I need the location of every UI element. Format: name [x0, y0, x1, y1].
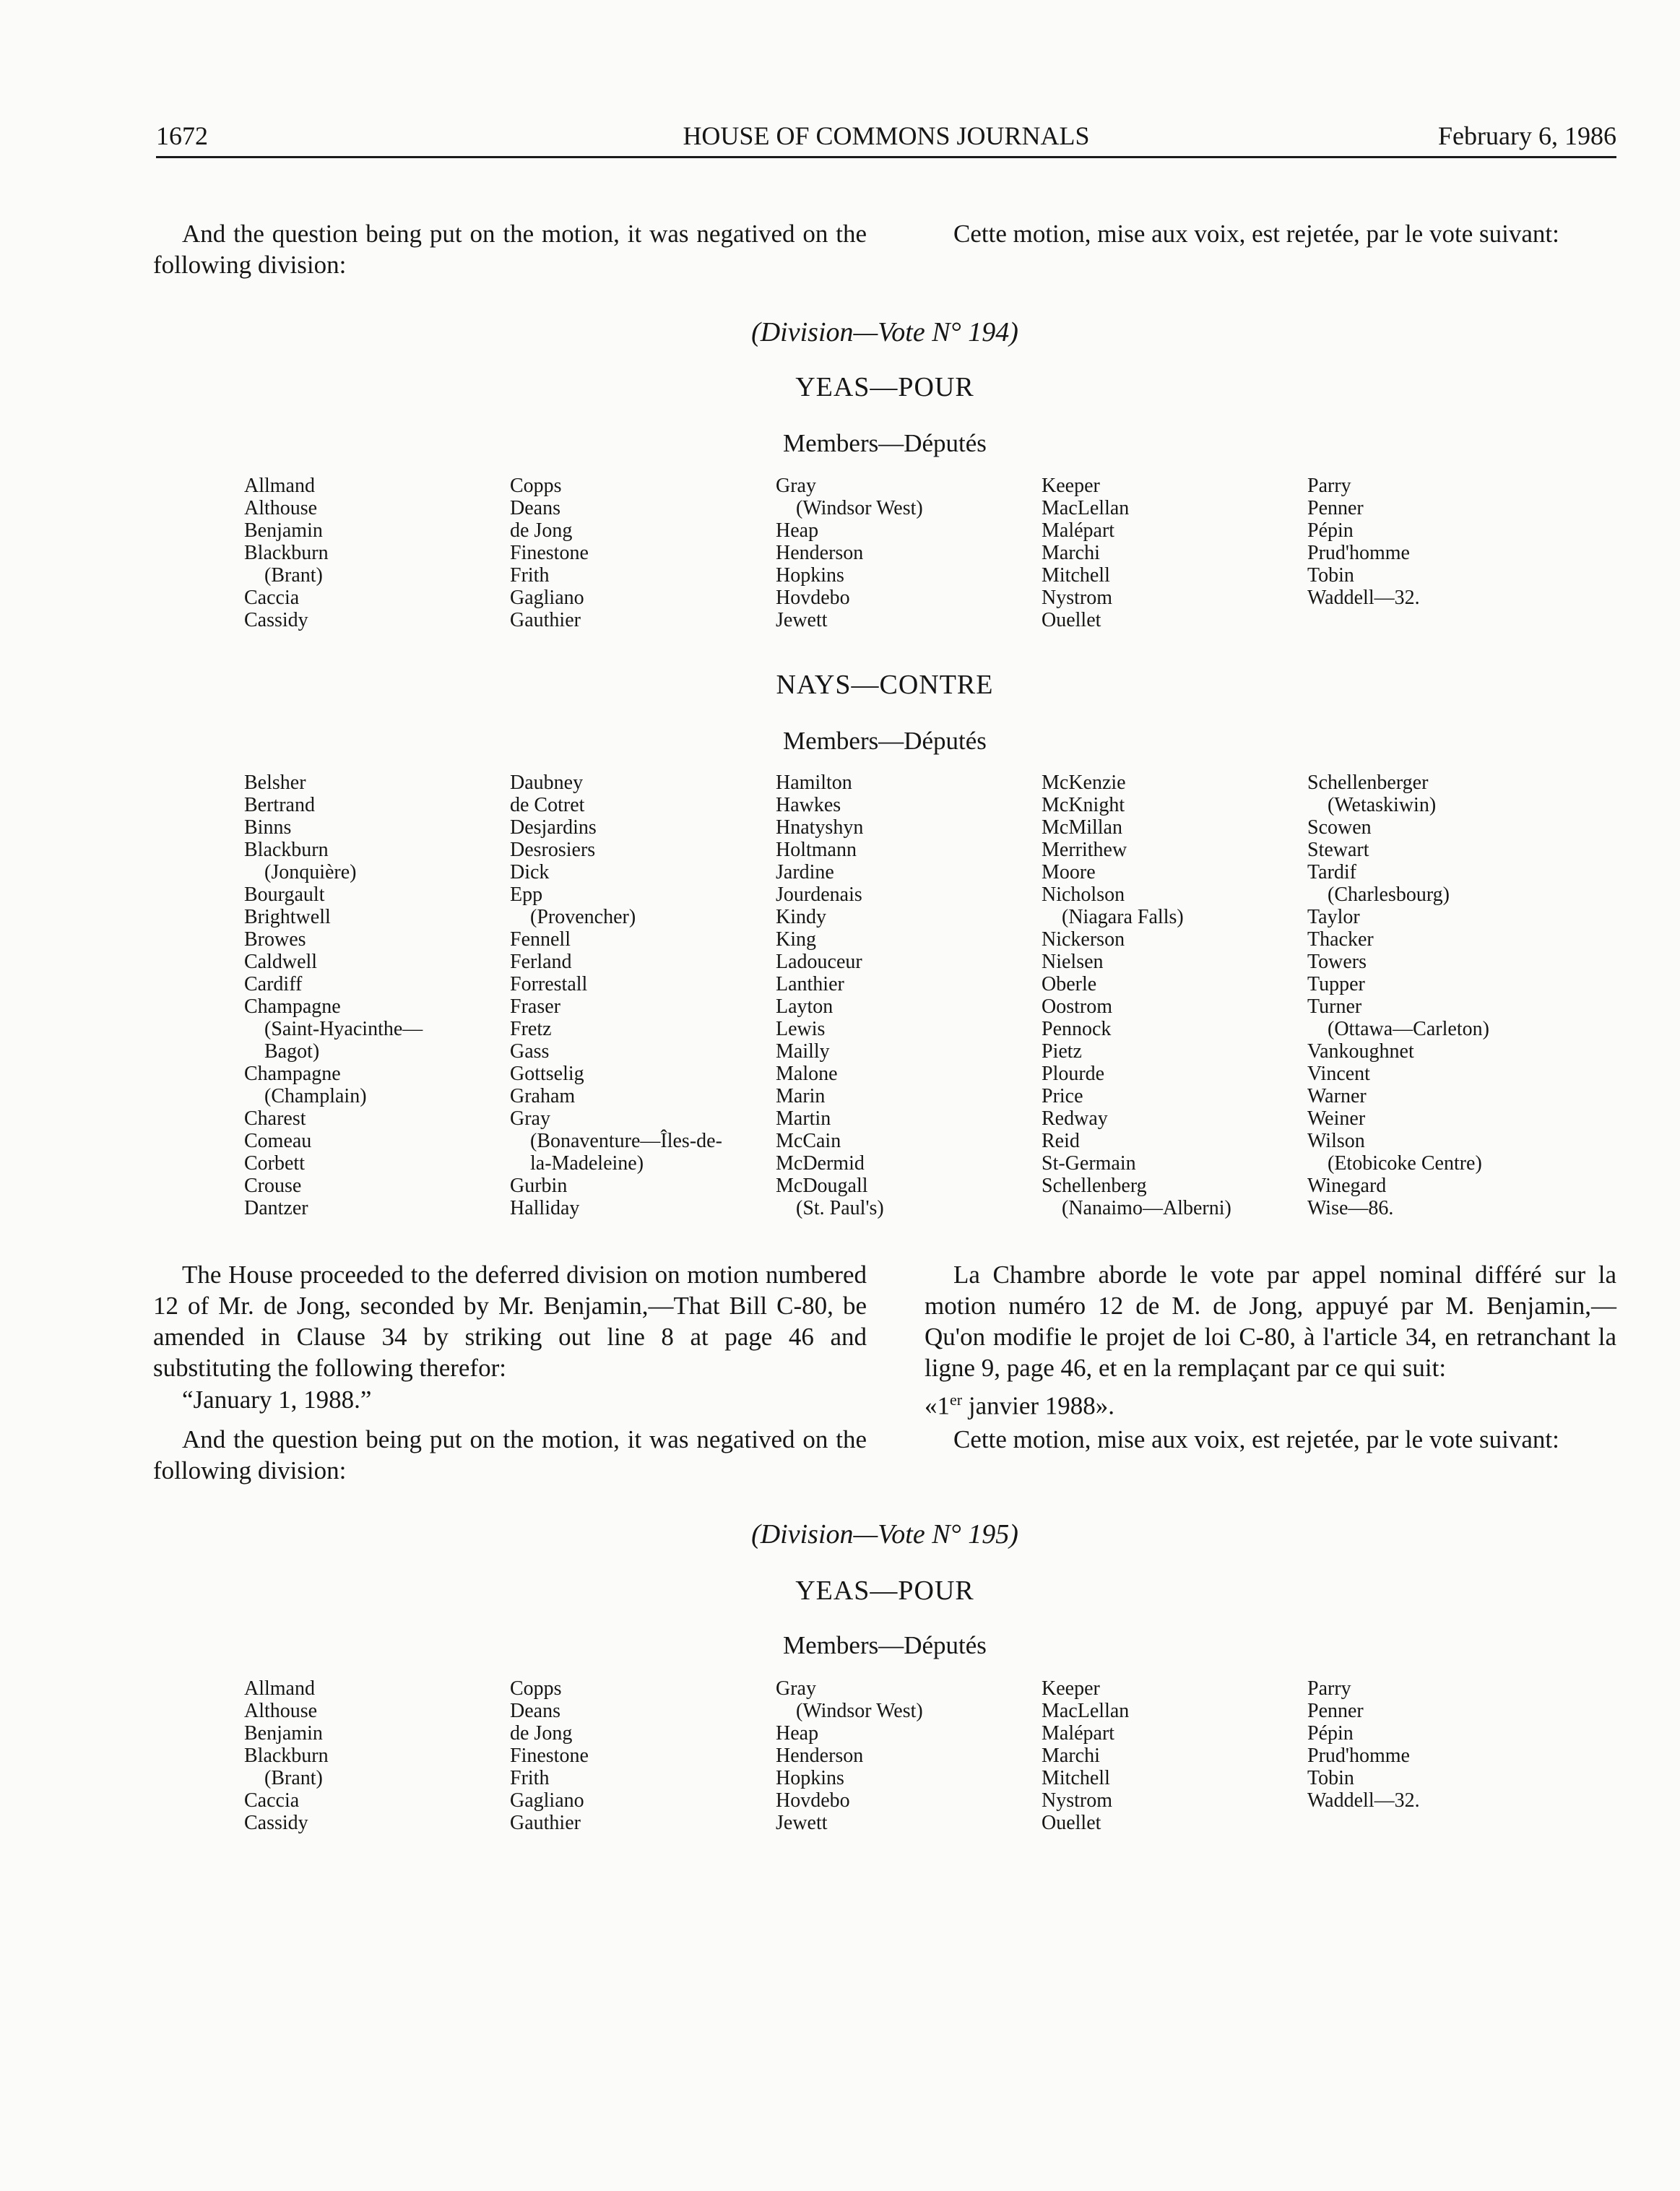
constituency-line: (Champlain): [264, 1085, 367, 1107]
member-name: Jewett: [776, 1812, 828, 1834]
name-column: [510, 1677, 776, 1834]
member-name: Tupper: [1307, 973, 1365, 995]
member-name: Tobin: [1307, 1767, 1354, 1789]
division-194-nays-members-heading: Members—Députés: [783, 727, 987, 755]
member-name: Heap: [776, 519, 819, 542]
name-column: [776, 1677, 1042, 1834]
member-name: Ouellet: [1042, 1812, 1101, 1834]
member-name: Malone: [776, 1063, 838, 1085]
member-name: Benjamin: [244, 519, 323, 542]
member-name: Keeper: [1042, 1677, 1100, 1700]
member-name: Price: [1042, 1085, 1083, 1107]
member-name: Graham: [510, 1085, 576, 1107]
constituency-line: (Ottawa—Carleton): [1328, 1018, 1489, 1040]
member-name: Ladouceur: [776, 951, 862, 973]
constituency-line: (Brant): [264, 1767, 323, 1789]
deferred-fr: La Chambre aborde le vote par appel nominal différé sur la motion numéro 12 de M. de Jong, appuyé par M. Benjamin,—Qu'on modifie le projet de loi C-80, à l'article 34, en retranchant la ligne 9, page 46, et en la remplaçant par ce qui suit:: [925, 1261, 1616, 1382]
member-name: Oostrom: [1042, 995, 1112, 1018]
member-name: Plourde: [1042, 1063, 1105, 1085]
member-name: Finestone: [510, 542, 589, 564]
member-name: Gauthier: [510, 1812, 581, 1834]
member-name: Hovdebo: [776, 1789, 850, 1812]
name-column: [1042, 772, 1307, 1219]
intro-en: And the question being put on the motion, it was negatived on the following division:: [153, 220, 867, 279]
member-name: Fennell: [510, 928, 571, 951]
member-name: Scowen: [1307, 816, 1372, 839]
deferred-en: The House proceeded to the deferred division on motion numbered 12 of Mr. de Jong, seconded by Mr. Benjamin,—That Bill C-80, be amended in Clause 34 by striking out line 8 at page 46 and substituting the following therefor:: [153, 1261, 867, 1382]
member-name: Jardine: [776, 861, 834, 883]
member-name: Comeau: [244, 1130, 312, 1152]
constituency-line: (Brant): [264, 564, 323, 587]
division-194-yeas-members-heading: Members—Députés: [783, 429, 987, 457]
member-name: Weiner: [1307, 1107, 1366, 1130]
member-name: McMillan: [1042, 816, 1122, 839]
name-column: [244, 475, 510, 631]
member-name: McKenzie: [1042, 772, 1126, 794]
member-name: Nielsen: [1042, 951, 1104, 973]
member-name: Winegard: [1307, 1175, 1387, 1197]
member-name: Frith: [510, 564, 550, 587]
member-name: St-Germain: [1042, 1152, 1136, 1175]
division-194-title: (Division—Vote N° 194): [751, 317, 1018, 347]
member-name: Bertrand: [244, 794, 315, 816]
member-name: Daubney: [510, 772, 584, 794]
name-column: [244, 1677, 510, 1834]
member-name: Penner: [1307, 1700, 1364, 1722]
member-name: Gass: [510, 1040, 550, 1063]
member-name: McCain: [776, 1130, 841, 1152]
member-name: Kindy: [776, 906, 826, 928]
division-195-yeas-heading: YEAS—POUR: [795, 1576, 974, 1606]
member-name: Deans: [510, 1700, 560, 1722]
constituency-line: (Saint-Hyacinthe—: [264, 1018, 423, 1040]
constituency-line: (St. Paul's): [796, 1197, 884, 1219]
member-name: Fraser: [510, 995, 560, 1018]
member-name: Blackburn: [244, 542, 329, 564]
member-name: Ouellet: [1042, 609, 1101, 631]
member-name: Pépin: [1307, 519, 1354, 542]
member-name: Althouse: [244, 1700, 318, 1722]
member-name: Prud'homme: [1307, 1745, 1410, 1767]
name-column: [244, 772, 510, 1219]
member-name: Binns: [244, 816, 292, 839]
member-name: Copps: [510, 1677, 562, 1700]
division-195-title: (Division—Vote N° 195): [751, 1519, 1018, 1550]
member-name: Champagne: [244, 995, 341, 1018]
result-en: And the question being put on the motion, it was negatived on the following division:: [153, 1425, 867, 1485]
member-name: Cardiff: [244, 973, 303, 995]
member-name: Gauthier: [510, 609, 581, 631]
member-name: Gray: [776, 475, 816, 497]
member-name: Mitchell: [1042, 1767, 1110, 1789]
member-name: de Jong: [510, 1722, 573, 1745]
member-name: Mailly: [776, 1040, 830, 1063]
member-name: Belsher: [244, 772, 306, 794]
member-name: Nicholson: [1042, 883, 1125, 906]
member-name: Martin: [776, 1107, 831, 1130]
member-name: Cassidy: [244, 1812, 308, 1834]
name-column: [1307, 475, 1573, 631]
member-name: Gagliano: [510, 1789, 584, 1812]
member-name: Nystrom: [1042, 1789, 1112, 1812]
member-name: Caccia: [244, 587, 300, 609]
member-name: Lanthier: [776, 973, 844, 995]
member-name: Marchi: [1042, 542, 1100, 564]
member-name: Reid: [1042, 1130, 1080, 1152]
member-name: Bourgault: [244, 883, 325, 906]
quote-fr-open: «1: [925, 1391, 950, 1420]
constituency-line: (Wetaskiwin): [1328, 794, 1437, 816]
name-column: [776, 475, 1042, 631]
member-name: Gray: [776, 1677, 816, 1700]
member-name: Keeper: [1042, 475, 1100, 497]
member-name: Allmand: [244, 475, 315, 497]
member-name: Caccia: [244, 1789, 300, 1812]
member-name: Hovdebo: [776, 587, 850, 609]
member-name: Crouse: [244, 1175, 302, 1197]
member-name: Charest: [244, 1107, 306, 1130]
constituency-line: (Etobicoke Centre): [1328, 1152, 1482, 1175]
constituency-line: (Windsor West): [796, 497, 923, 519]
member-name: Moore: [1042, 861, 1096, 883]
member-name: Blackburn: [244, 1745, 329, 1767]
member-name: Nystrom: [1042, 587, 1112, 609]
member-name: Merrithew: [1042, 839, 1127, 861]
member-name: Pépin: [1307, 1722, 1354, 1745]
member-name: Benjamin: [244, 1722, 323, 1745]
division-195-yeas-members-heading: Members—Députés: [783, 1631, 987, 1659]
division-194-nays-heading: NAYS—CONTRE: [776, 670, 994, 700]
member-name: McKnight: [1042, 794, 1125, 816]
member-name: Holtmann: [776, 839, 857, 861]
name-column: [1307, 1677, 1573, 1834]
intro-fr: Cette motion, mise aux voix, est rejetée, par le vote suivant:: [953, 220, 1559, 248]
member-name: Stewart: [1307, 839, 1369, 861]
member-name: Henderson: [776, 1745, 864, 1767]
member-name: Waddell—32.: [1307, 587, 1420, 609]
member-name: Jourdenais: [776, 883, 862, 906]
member-name: Penner: [1307, 497, 1364, 519]
member-name: Dantzer: [244, 1197, 308, 1219]
member-name: Deans: [510, 497, 560, 519]
constituency-line: (Nanaimo—Alberni): [1062, 1197, 1231, 1219]
member-name: de Cotret: [510, 794, 585, 816]
member-name: de Jong: [510, 519, 573, 542]
member-name: Warner: [1307, 1085, 1367, 1107]
member-name: Parry: [1307, 475, 1351, 497]
member-name: Epp: [510, 883, 543, 906]
member-name: Frith: [510, 1767, 550, 1789]
name-column: [1042, 1677, 1307, 1834]
member-name: Vankoughnet: [1307, 1040, 1414, 1063]
member-name: Cassidy: [244, 609, 308, 631]
quote-en: “January 1, 1988.”: [182, 1386, 372, 1414]
member-name: Parry: [1307, 1677, 1351, 1700]
member-name: Desjardins: [510, 816, 597, 839]
journal-title: HOUSE OF COMMONS JOURNALS: [683, 121, 1090, 150]
constituency-line: Bagot): [264, 1040, 320, 1063]
member-name: Thacker: [1307, 928, 1374, 951]
division-194-nays-list: [244, 772, 1616, 1219]
member-name: Turner: [1307, 995, 1362, 1018]
member-name: Nickerson: [1042, 928, 1125, 951]
member-name: Pietz: [1042, 1040, 1082, 1063]
constituency-line: (Bonaventure—Îles-de-: [530, 1130, 722, 1152]
constituency-line: (Jonquière): [264, 861, 357, 883]
member-name: Layton: [776, 995, 833, 1018]
member-name: King: [776, 928, 816, 951]
member-name: Hawkes: [776, 794, 841, 816]
member-name: MacLellan: [1042, 1700, 1130, 1722]
constituency-line: (Niagara Falls): [1062, 906, 1184, 928]
constituency-line: (Charlesbourg): [1328, 883, 1450, 906]
member-name: Champagne: [244, 1063, 341, 1085]
division-195-yeas-list: [244, 1677, 1616, 1834]
division-194-yeas-list: [244, 475, 1616, 631]
member-name: Jewett: [776, 609, 828, 631]
member-name: Tobin: [1307, 564, 1354, 587]
name-column: [776, 772, 1042, 1219]
member-name: Tardif: [1307, 861, 1357, 883]
member-name: Redway: [1042, 1107, 1108, 1130]
member-name: Marchi: [1042, 1745, 1100, 1767]
name-column: [1307, 772, 1573, 1219]
member-name: Browes: [244, 928, 306, 951]
member-name: Prud'homme: [1307, 542, 1410, 564]
name-column: [510, 772, 776, 1219]
member-name: Gottselig: [510, 1063, 584, 1085]
member-name: Forrestall: [510, 973, 588, 995]
member-name: Halliday: [510, 1197, 580, 1219]
member-name: Schellenberg: [1042, 1175, 1147, 1197]
name-column: [1042, 475, 1307, 631]
member-name: Althouse: [244, 497, 318, 519]
member-name: Marin: [776, 1085, 826, 1107]
constituency-line: la-Madeleine): [530, 1152, 644, 1175]
page-number: 1672: [156, 121, 208, 150]
member-name: Oberle: [1042, 973, 1097, 995]
member-name: Malépart: [1042, 1722, 1115, 1745]
member-name: Malépart: [1042, 519, 1115, 542]
member-name: Gagliano: [510, 587, 584, 609]
member-name: Hamilton: [776, 772, 852, 794]
constituency-line: (Windsor West): [796, 1700, 923, 1722]
journal-date: February 6, 1986: [1438, 121, 1616, 150]
member-name: Hopkins: [776, 564, 844, 587]
member-name: Desrosiers: [510, 839, 596, 861]
member-name: Pennock: [1042, 1018, 1112, 1040]
constituency-line: (Provencher): [530, 906, 636, 928]
member-name: Taylor: [1307, 906, 1360, 928]
member-name: Gray: [510, 1107, 550, 1130]
result-fr: Cette motion, mise aux voix, est rejetée, par le vote suivant:: [953, 1425, 1559, 1453]
member-name: Fretz: [510, 1018, 552, 1040]
member-name: Allmand: [244, 1677, 315, 1700]
member-name: Towers: [1307, 951, 1367, 973]
quote-fr: [925, 1384, 1114, 1422]
member-name: Wise—86.: [1307, 1197, 1394, 1219]
member-name: Vincent: [1307, 1063, 1370, 1085]
member-name: Heap: [776, 1722, 819, 1745]
page-header: [156, 120, 1616, 158]
name-column: [510, 475, 776, 631]
member-name: Ferland: [510, 951, 572, 973]
member-name: Henderson: [776, 542, 864, 564]
member-name: Copps: [510, 475, 562, 497]
quote-fr-rest: janvier 1988».: [962, 1391, 1115, 1420]
member-name: Finestone: [510, 1745, 589, 1767]
member-name: Schellenberger: [1307, 772, 1429, 794]
member-name: Gurbin: [510, 1175, 568, 1197]
member-name: Wilson: [1307, 1130, 1365, 1152]
member-name: McDougall: [776, 1175, 868, 1197]
member-name: Lewis: [776, 1018, 826, 1040]
division-194-yeas-heading: YEAS—POUR: [795, 372, 974, 402]
member-name: Hnatyshyn: [776, 816, 864, 839]
quote-fr-sup: er: [950, 1391, 963, 1409]
member-name: Blackburn: [244, 839, 329, 861]
member-name: Brightwell: [244, 906, 331, 928]
member-name: Hopkins: [776, 1767, 844, 1789]
member-name: Mitchell: [1042, 564, 1110, 587]
member-name: McDermid: [776, 1152, 865, 1175]
member-name: Dick: [510, 861, 550, 883]
member-name: MacLellan: [1042, 497, 1130, 519]
member-name: Waddell—32.: [1307, 1789, 1420, 1812]
member-name: Caldwell: [244, 951, 318, 973]
member-name: Corbett: [244, 1152, 305, 1175]
